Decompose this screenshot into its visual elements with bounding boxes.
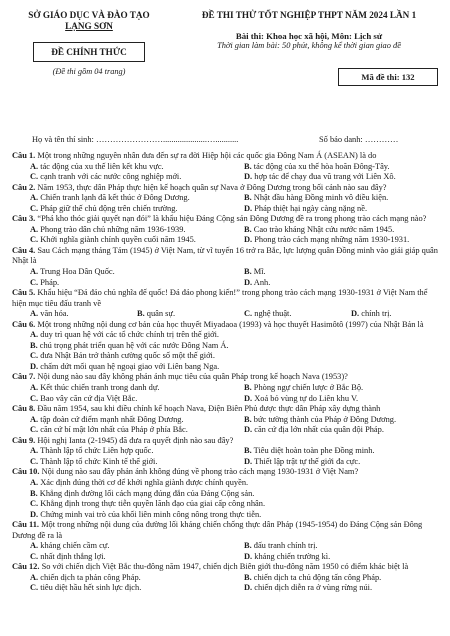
answer-option [226, 552, 440, 563]
option-list [12, 162, 440, 183]
option-list [12, 193, 440, 214]
answer-option [226, 172, 440, 183]
answer-option [226, 309, 333, 320]
question-text: Nội dung nào sau đây phản ánh không đúng về phong trào cách mạng 1930-1931 ở Việt Nam? [39, 467, 359, 477]
question-stem [12, 436, 440, 447]
option-letter: B. [244, 224, 252, 234]
answer-option [226, 162, 440, 173]
option-letter: A. [30, 414, 39, 424]
province-name: LẠNG SƠN [65, 21, 113, 31]
exam-code-box: Mã đề thi: 132 [338, 68, 438, 86]
option-letter: D. [244, 277, 253, 287]
question-number: Câu 7. [12, 372, 36, 382]
question-text: Sau Cách mạng tháng Tám (1945) ở Việt Nam, từ vĩ tuyến 16 trở ra Bắc, lực lượng quân Đồng minh vào giải giáp quân Nhật là [12, 245, 438, 266]
question-number: Câu 3. [12, 214, 36, 224]
answer-option [226, 541, 440, 552]
option-letter: D. [244, 456, 253, 466]
option-letter: D. [244, 235, 253, 245]
answer-option [12, 573, 226, 584]
option-list [12, 573, 440, 594]
option-list [12, 446, 440, 467]
option-text: đưa Nhật Bản trở thành cường quốc số một thế giới. [38, 351, 215, 361]
answer-option [12, 193, 226, 204]
option-letter: D. [244, 393, 253, 403]
option-letter: D. [351, 309, 360, 319]
official-label-box: ĐỀ CHÍNH THỨC [33, 42, 145, 62]
option-letter: A. [30, 477, 39, 487]
option-letter: D. [244, 172, 253, 182]
option-text: Bao vây căn cứ địa Việt Bắc. [38, 393, 138, 403]
question-item [12, 246, 440, 288]
answer-option [12, 478, 440, 489]
question-number: Câu 2. [12, 182, 36, 192]
answer-option [12, 457, 226, 468]
answer-option [12, 172, 226, 183]
issuer-block [14, 10, 164, 76]
answer-option [12, 552, 226, 563]
answer-option [226, 267, 440, 278]
option-list [12, 330, 440, 372]
question-number: Câu 4. [12, 245, 36, 255]
option-letter: B. [244, 572, 252, 582]
option-text: căn cứ bí mật lớn nhất của Pháp ở phía Bắc. [38, 425, 188, 435]
option-letter: B. [244, 446, 252, 456]
answer-option [12, 541, 226, 552]
option-letter: A. [30, 193, 39, 203]
question-item [12, 562, 440, 594]
question-number: Câu 11. [12, 520, 39, 530]
option-text: Thiết lập trật tự thế giới đa cực. [252, 456, 361, 466]
question-number: Câu 8. [12, 404, 36, 414]
question-text: Một trong những nội dung cơ bản của học thuyết Miyadaoa (1993) và học thuyết Hasimôtô (1997) của Nhật Bản là [35, 319, 424, 329]
answer-option [226, 235, 440, 246]
option-letter: A. [30, 446, 39, 456]
question-item [12, 320, 440, 373]
answer-option [12, 362, 440, 373]
question-stem [12, 562, 440, 573]
option-text: tác động của xu thế liên kết khu vực. [38, 161, 164, 171]
question-number: Câu 6. [12, 319, 36, 329]
option-letter: A. [30, 309, 39, 319]
option-letter: A. [30, 161, 39, 171]
time-line: Thời gian làm bài: 50 phút, không kể thời gian giao đề [217, 41, 401, 50]
question-stem [12, 372, 440, 383]
answer-option [12, 499, 440, 510]
question-stem [12, 320, 440, 331]
option-letter: A. [30, 224, 39, 234]
answer-option [12, 415, 226, 426]
option-letter: C. [30, 235, 39, 245]
answer-option [12, 583, 226, 594]
question-text: Năm 1953, thực dân Pháp thực hiện kế hoạch quân sự Nava ở Đông Dương trong bối cảnh nào sau đây? [35, 182, 387, 192]
answer-option [12, 278, 226, 289]
answer-option [12, 225, 226, 236]
option-list [12, 415, 440, 436]
option-text: Thành lập tổ chức Liên hợp quốc. [38, 446, 154, 456]
option-text: căn cứ địa lớn nhất của quân đội Pháp. [252, 425, 384, 435]
option-text: nhất định thắng lợi. [38, 551, 106, 561]
answer-option [12, 267, 226, 278]
question-number: Câu 9. [12, 435, 36, 445]
question-number: Câu 1. [12, 151, 36, 160]
question-stem [12, 214, 440, 225]
answer-option [12, 394, 226, 405]
answer-option [12, 446, 226, 457]
question-item [12, 183, 440, 215]
option-text: tập đoàn cứ điểm mạnh nhất Đông Dương. [38, 414, 184, 424]
option-letter: C. [30, 551, 39, 561]
option-letter: C. [30, 583, 39, 593]
option-text: quân sự. [144, 309, 176, 319]
question-stem [12, 467, 440, 478]
answer-option [12, 235, 226, 246]
option-list [12, 267, 440, 288]
option-text: Kết thúc chiến tranh trong danh dự. [38, 383, 160, 393]
answer-option [12, 510, 440, 521]
answer-option [12, 489, 440, 500]
option-text: Xoá bỏ vùng tự do Liên khu V. [252, 393, 359, 403]
answer-option [226, 457, 440, 468]
option-list [12, 309, 440, 320]
option-letter: C. [30, 351, 39, 361]
subject-line: Bài thi: Khoa học xã hội, Môn: Lịch sử [235, 31, 383, 41]
option-letter: A. [30, 572, 39, 582]
option-text: Phòng ngự chiến lược ở Bắc Bộ. [251, 383, 364, 393]
answer-option [226, 425, 440, 436]
answer-option [12, 351, 440, 362]
department-name: SỞ GIÁO DỤC VÀ ĐÀO TẠO [28, 10, 150, 20]
answer-option [12, 162, 226, 173]
question-text: Một trong những nội dung của đường lối kháng chiến chống thực dân Pháp (1945-1954) do Đảng Cộng sản Đông Dương đề ra là [12, 520, 423, 540]
answer-option [12, 425, 226, 436]
question-item [12, 214, 440, 246]
answer-option [12, 341, 440, 352]
option-text: hợp tác để chạy đua vũ trang với Liên Xô. [252, 172, 396, 182]
option-letter: D. [30, 509, 39, 519]
option-list [12, 225, 440, 246]
option-text: kháng chiến trường kì. [252, 551, 331, 561]
option-letter: D. [244, 203, 253, 213]
answer-option [226, 394, 440, 405]
option-text: Nhật đầu hàng Đồng minh vô điều kiện. [251, 193, 389, 203]
option-text: chính trị. [359, 309, 392, 319]
option-text: văn hóa. [38, 309, 69, 319]
option-text: tiêu diệt hầu hết sinh lực địch. [38, 583, 142, 593]
answer-option [226, 573, 440, 584]
option-letter: D. [244, 425, 253, 435]
answer-option [226, 383, 440, 394]
option-text: kháng chiến cầm cự. [38, 541, 110, 551]
option-letter: A. [30, 541, 39, 551]
option-letter: B. [244, 383, 252, 393]
option-letter: B. [244, 267, 252, 277]
option-text: Tiêu diệt hoàn toàn phe Đồng minh. [251, 446, 375, 456]
answer-option [226, 225, 440, 236]
option-text: Chứng minh vai trò của khối liên minh công nông trong thực tiễn. [38, 509, 262, 519]
question-stem [12, 520, 440, 541]
question-item [12, 404, 440, 436]
exam-title-block [178, 10, 440, 51]
option-text: Pháp thiệt hại ngày càng nặng nề. [252, 203, 368, 213]
question-text: Một trong những nguyên nhân đưa đến sự ra đời Hiệp hội các quốc gia Đông Nam Á (ASEAN) là do [35, 151, 377, 160]
question-stem [12, 151, 440, 162]
option-letter: B. [244, 414, 252, 424]
option-letter: B. [30, 488, 38, 498]
option-text: Trung Hoa Dân Quốc. [38, 267, 115, 277]
question-item [12, 151, 440, 183]
option-text: Phong trào dân chủ những năm 1936-1939. [38, 224, 186, 234]
option-text: duy trì quan hệ với các tổ chức chính trị trên thế giới. [38, 330, 219, 340]
question-stem [12, 404, 440, 415]
answer-option [226, 193, 440, 204]
question-stem [12, 183, 440, 194]
answer-option [12, 204, 226, 215]
option-text: chú trọng phát triển quan hệ với các nước Đông Nam Á. [37, 340, 229, 350]
question-stem [12, 288, 440, 309]
question-text: So với chiến dịch Việt Bắc thu-đông năm 1947, chiến dịch Biên giới thu-đông năm 1950 có điểm khác biệt là [39, 562, 409, 572]
option-text: tác động của xu thế hòa hoãn Đông-Tây. [251, 161, 390, 171]
option-letter: A. [30, 383, 39, 393]
option-text: chiến dịch ta chủ động tấn công Pháp. [251, 572, 382, 582]
option-text: Pháp. [38, 277, 60, 287]
question-text: Đầu năm 1954, sau khi điều chỉnh kế hoạch Nava, Điện Biên Phủ được thực dân Pháp xây dựng thành [35, 404, 381, 414]
question-stem [12, 246, 440, 267]
option-letter: A. [30, 267, 39, 277]
option-text: Khẳng định trong thực tiễn quyền lãnh đạo của giai cấp công nhân. [38, 499, 266, 509]
answer-option [226, 446, 440, 457]
option-letter: D. [30, 361, 39, 371]
question-text: Hội nghị Ianta (2-1945) đã đưa ra quyết định nào sau đây? [35, 435, 234, 445]
option-letter: C. [30, 203, 39, 213]
question-item [12, 436, 440, 468]
answer-option [226, 415, 440, 426]
option-list [12, 541, 440, 562]
option-letter: C. [30, 499, 39, 509]
option-text: bức tường thành của Pháp ở Đông Dương. [251, 414, 397, 424]
answer-option [12, 330, 440, 341]
option-text: Chiến tranh lạnh đã kết thúc ở Đông Dương. [38, 193, 190, 203]
pages-note: (Đề thi gồm 04 trang) [52, 67, 126, 76]
option-text: Anh. [252, 277, 271, 287]
option-letter: B. [137, 309, 145, 319]
option-text: Pháp giữ thế chủ động trên chiến trường. [38, 203, 178, 213]
option-text: Mĩ. [251, 267, 266, 277]
question-number: Câu 10. [12, 467, 40, 477]
question-number: Câu 5. [12, 288, 36, 298]
option-text: Khởi nghĩa giành chính quyền cuối năm 1945. [38, 235, 196, 245]
exam-title: ĐỀ THI THỬ TỐT NGHIỆP THPT NĂM 2024 LẦN 1 [201, 10, 417, 20]
question-number: Câu 12. [12, 562, 40, 572]
question-text: Nội dung nào sau đây không phản ánh mục tiêu của quân Pháp trong kế hoạch Nava (1953)? [35, 372, 348, 382]
option-text: nghệ thuật. [252, 309, 292, 319]
exam-header [0, 0, 450, 110]
question-item [12, 520, 440, 562]
option-text: Xác định đúng thời cơ để khởi nghĩa giành được chính quyền. [38, 477, 249, 487]
option-letter: A. [30, 330, 39, 340]
question-text: Khẩu hiệu “Đả đảo chủ nghĩa đế quốc! Đả đảo phong kiến!” trong phong trào cách mạng 1930-1931 ở Việt Nam thể hiện mục tiêu đấu tranh về [12, 288, 428, 308]
candidate-number-line: Số báo danh: ………… [319, 135, 399, 144]
question-item [12, 467, 440, 520]
option-text: Thành lập tổ chức Kinh tế thế giới. [38, 456, 158, 466]
option-text: Khẳng định đường lối cách mạng đúng đắn của Đảng Cộng sản. [37, 488, 255, 498]
answer-option [226, 583, 440, 594]
answer-option [226, 278, 440, 289]
option-text: chiến dịch ta phản công Pháp. [38, 572, 141, 582]
option-text: đấu tranh chính trị. [251, 541, 318, 551]
answer-option [333, 309, 440, 320]
option-letter: C. [30, 172, 39, 182]
option-text: cạnh tranh với các nước công nghiệp mới. [38, 172, 182, 182]
option-text: Phong trào cách mạng những năm 1930-1931. [252, 235, 410, 245]
option-letter: B. [244, 541, 252, 551]
option-text: Cao trào kháng Nhật cứu nước năm 1945. [251, 224, 395, 234]
option-letter: C. [30, 456, 39, 466]
option-letter: C. [30, 277, 39, 287]
answer-option [226, 204, 440, 215]
option-list [12, 478, 440, 520]
question-list [12, 151, 440, 594]
answer-option [12, 383, 226, 394]
option-letter: C. [244, 309, 253, 319]
question-item [12, 288, 440, 320]
option-letter: D. [244, 583, 253, 593]
option-letter: B. [30, 340, 38, 350]
option-letter: B. [244, 193, 252, 203]
answer-option [119, 309, 226, 320]
option-text: chấm dứt mối quan hệ ngoại giao với Liên bang Nga. [38, 361, 220, 371]
option-letter: D. [244, 551, 253, 561]
candidate-name-line: Họ và tên thí sinh: …………………….....................…........... [32, 135, 239, 144]
question-text: “Phá kho thóc giải quyết nạn đói” là khẩu hiệu Đảng Cộng sản Đông Dương đề ra trong phong trào cách mạng nào? [35, 214, 427, 224]
option-letter: C. [30, 393, 39, 403]
option-letter: B. [244, 161, 252, 171]
option-text: chiến dịch diễn ra ở vùng rừng núi. [252, 583, 373, 593]
question-item [12, 372, 440, 404]
option-letter: C. [30, 425, 39, 435]
option-list [12, 383, 440, 404]
answer-option [12, 309, 119, 320]
